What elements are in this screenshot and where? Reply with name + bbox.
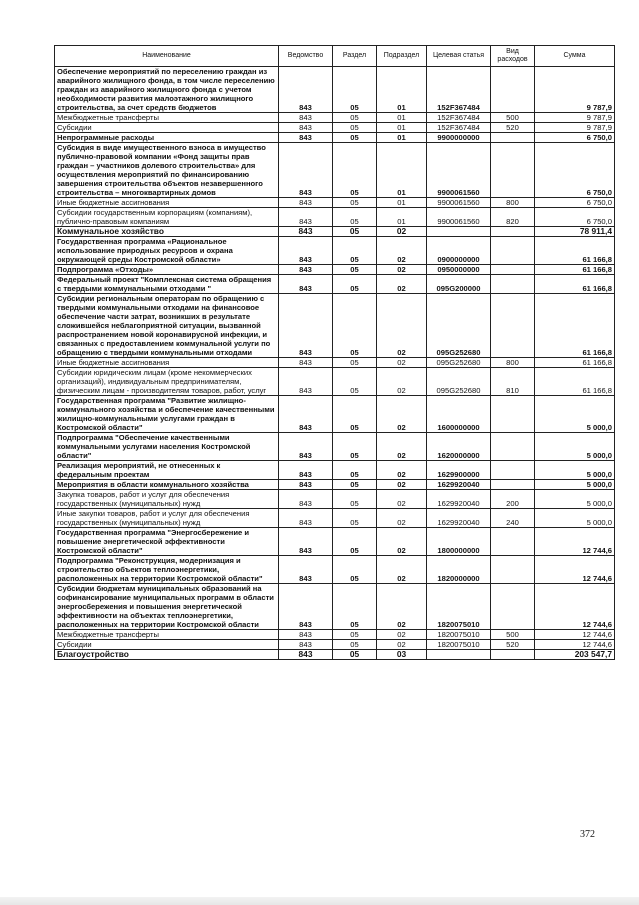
cell-section: 05 bbox=[333, 368, 377, 396]
table-row bbox=[55, 198, 615, 208]
table-row bbox=[55, 509, 615, 528]
cell-subsection: 01 bbox=[377, 208, 427, 227]
cell-kind: 820 bbox=[491, 208, 535, 227]
cell-subsection: 02 bbox=[377, 237, 427, 265]
cell-section: 05 bbox=[333, 67, 377, 113]
table-row bbox=[55, 67, 615, 113]
cell-kind: 800 bbox=[491, 198, 535, 208]
header-subsection: Подраздел bbox=[377, 46, 427, 67]
cell-section: 05 bbox=[333, 490, 377, 509]
cell-section: 05 bbox=[333, 509, 377, 528]
cell-target bbox=[427, 650, 491, 660]
cell-target: 1800000000 bbox=[427, 528, 491, 556]
cell-subsection: 02 bbox=[377, 227, 427, 237]
table-row bbox=[55, 630, 615, 640]
cell-name: Подпрограмма "Реконструкция, модернизация и строительство объектов теплоэнергетики, расположенных на территории Костромской области" bbox=[55, 556, 279, 584]
header-name: Наименование bbox=[55, 46, 279, 67]
header-section: Раздел bbox=[333, 46, 377, 67]
cell-name: Государственная программа "Развитие жилищно-коммунального хозяйства и обеспечение качественными жилищно-коммунальными услугами граждан в Костромской области" bbox=[55, 396, 279, 433]
cell-section: 05 bbox=[333, 358, 377, 368]
cell-sum: 6 750,0 bbox=[535, 133, 615, 143]
cell-target: 1820000000 bbox=[427, 556, 491, 584]
cell-target: 095G252680 bbox=[427, 358, 491, 368]
cell-subsection: 02 bbox=[377, 480, 427, 490]
cell-section: 05 bbox=[333, 630, 377, 640]
cell-name: Подпрограмма "Обеспечение качественными коммунальными услугами населения Костромской области" bbox=[55, 433, 279, 461]
cell-kind bbox=[491, 556, 535, 584]
budget-table bbox=[54, 45, 615, 660]
cell-kind bbox=[491, 133, 535, 143]
cell-subsection: 01 bbox=[377, 143, 427, 198]
table-row bbox=[55, 143, 615, 198]
cell-name: Федеральный проект "Комплексная система обращения с твердыми коммунальными отходами " bbox=[55, 275, 279, 294]
cell-sum: 5 000,0 bbox=[535, 461, 615, 480]
cell-dept: 843 bbox=[279, 584, 333, 630]
cell-dept: 843 bbox=[279, 640, 333, 650]
header-target: Целевая статья bbox=[427, 46, 491, 67]
cell-sum: 9 787,9 bbox=[535, 67, 615, 113]
cell-subsection: 02 bbox=[377, 396, 427, 433]
cell-subsection: 02 bbox=[377, 368, 427, 396]
cell-sum: 61 166,8 bbox=[535, 294, 615, 358]
cell-section: 05 bbox=[333, 640, 377, 650]
cell-section: 05 bbox=[333, 123, 377, 133]
cell-dept: 843 bbox=[279, 480, 333, 490]
cell-target: 1629920040 bbox=[427, 509, 491, 528]
table-row bbox=[55, 208, 615, 227]
cell-subsection: 01 bbox=[377, 123, 427, 133]
table-row bbox=[55, 556, 615, 584]
cell-subsection: 02 bbox=[377, 275, 427, 294]
table-row bbox=[55, 650, 615, 660]
cell-kind: 500 bbox=[491, 113, 535, 123]
cell-section: 05 bbox=[333, 461, 377, 480]
cell-dept: 843 bbox=[279, 143, 333, 198]
cell-dept: 843 bbox=[279, 490, 333, 509]
cell-name: Непрограммные расходы bbox=[55, 133, 279, 143]
cell-section: 05 bbox=[333, 433, 377, 461]
cell-subsection: 02 bbox=[377, 294, 427, 358]
cell-kind bbox=[491, 650, 535, 660]
cell-dept: 843 bbox=[279, 123, 333, 133]
cell-sum: 6 750,0 bbox=[535, 198, 615, 208]
cell-sum: 5 000,0 bbox=[535, 480, 615, 490]
table-row bbox=[55, 461, 615, 480]
cell-dept: 843 bbox=[279, 630, 333, 640]
cell-dept: 843 bbox=[279, 265, 333, 275]
cell-subsection: 02 bbox=[377, 640, 427, 650]
cell-subsection: 01 bbox=[377, 113, 427, 123]
header-kind: Вид расходов bbox=[491, 46, 535, 67]
header-sum: Сумма bbox=[535, 46, 615, 67]
cell-name: Субсидии bbox=[55, 640, 279, 650]
cell-name: Иные закупки товаров, работ и услуг для обеспечения государственных (муниципальных) нужд bbox=[55, 509, 279, 528]
cell-subsection: 02 bbox=[377, 490, 427, 509]
cell-name: Реализация мероприятий, не отнесенных к федеральным проектам bbox=[55, 461, 279, 480]
cell-target: 152F367484 bbox=[427, 123, 491, 133]
cell-sum: 12 744,6 bbox=[535, 640, 615, 650]
cell-target: 9900000000 bbox=[427, 133, 491, 143]
cell-kind bbox=[491, 227, 535, 237]
cell-kind bbox=[491, 433, 535, 461]
table-row bbox=[55, 528, 615, 556]
cell-kind bbox=[491, 396, 535, 433]
cell-subsection: 02 bbox=[377, 556, 427, 584]
cell-target: 1600000000 bbox=[427, 396, 491, 433]
cell-section: 05 bbox=[333, 143, 377, 198]
cell-kind: 240 bbox=[491, 509, 535, 528]
cell-target: 095G252680 bbox=[427, 294, 491, 358]
cell-kind bbox=[491, 237, 535, 265]
cell-section: 05 bbox=[333, 396, 377, 433]
cell-sum: 5 000,0 bbox=[535, 509, 615, 528]
table-row bbox=[55, 265, 615, 275]
cell-section: 05 bbox=[333, 198, 377, 208]
cell-target: 152F367484 bbox=[427, 67, 491, 113]
cell-dept: 843 bbox=[279, 113, 333, 123]
cell-subsection: 03 bbox=[377, 650, 427, 660]
cell-subsection: 01 bbox=[377, 67, 427, 113]
cell-dept: 843 bbox=[279, 650, 333, 660]
table-row bbox=[55, 640, 615, 650]
cell-name: Субсидии bbox=[55, 123, 279, 133]
header-dept: Ведомство bbox=[279, 46, 333, 67]
cell-sum: 12 744,6 bbox=[535, 528, 615, 556]
cell-sum: 61 166,8 bbox=[535, 265, 615, 275]
cell-target: 095G252680 bbox=[427, 368, 491, 396]
cell-kind: 520 bbox=[491, 640, 535, 650]
cell-name: Субсидии юридическим лицам (кроме некоммерческих организаций), индивидуальным предпринимателям, физическим лицам - производителям товаров, работ, услуг bbox=[55, 368, 279, 396]
cell-section: 05 bbox=[333, 113, 377, 123]
cell-section: 05 bbox=[333, 584, 377, 630]
cell-sum: 6 750,0 bbox=[535, 143, 615, 198]
cell-name: Иные бюджетные ассигнования bbox=[55, 198, 279, 208]
cell-subsection: 02 bbox=[377, 265, 427, 275]
table-row bbox=[55, 133, 615, 143]
cell-section: 05 bbox=[333, 133, 377, 143]
table-row bbox=[55, 490, 615, 509]
table-row bbox=[55, 294, 615, 358]
cell-target: 152F367484 bbox=[427, 113, 491, 123]
cell-dept: 843 bbox=[279, 528, 333, 556]
cell-name: Субсидии бюджетам муниципальных образований на софинансирование муниципальных программ в области энергосбережения и повышения энергетической эффективности на объектах теплоэнергетики, расположенных на территории Костромской области bbox=[55, 584, 279, 630]
cell-kind bbox=[491, 294, 535, 358]
cell-dept: 843 bbox=[279, 275, 333, 294]
cell-sum: 5 000,0 bbox=[535, 433, 615, 461]
cell-name: Мероприятия в области коммунального хозяйства bbox=[55, 480, 279, 490]
table-row bbox=[55, 113, 615, 123]
cell-kind bbox=[491, 528, 535, 556]
cell-name: Иные бюджетные ассигнования bbox=[55, 358, 279, 368]
cell-dept: 843 bbox=[279, 461, 333, 480]
cell-section: 05 bbox=[333, 294, 377, 358]
cell-sum: 61 166,8 bbox=[535, 237, 615, 265]
cell-dept: 843 bbox=[279, 237, 333, 265]
cell-sum: 6 750,0 bbox=[535, 208, 615, 227]
table-row bbox=[55, 396, 615, 433]
cell-name: Межбюджетные трансферты bbox=[55, 113, 279, 123]
cell-target: 1820075010 bbox=[427, 640, 491, 650]
cell-kind bbox=[491, 275, 535, 294]
cell-kind: 810 bbox=[491, 368, 535, 396]
cell-name: Субсидии региональным операторам по обращению с твердыми коммунальными отходами на финансовое обеспечение части затрат, возникших в результате сложившейся неблагоприятной ситуации, вызванной распространением новой коронавирусной инфекции, и связанных с предоставлением коммунальной услуги по обращению с твердыми коммунальными отходами bbox=[55, 294, 279, 358]
cell-name: Субсидии государственным корпорациям (компаниям), публично-правовым компаниям bbox=[55, 208, 279, 227]
cell-name: Межбюджетные трансферты bbox=[55, 630, 279, 640]
table-row bbox=[55, 368, 615, 396]
cell-subsection: 01 bbox=[377, 198, 427, 208]
cell-sum: 203 547,7 bbox=[535, 650, 615, 660]
cell-section: 05 bbox=[333, 650, 377, 660]
scan-edge bbox=[0, 897, 639, 905]
table-row bbox=[55, 480, 615, 490]
cell-sum: 61 166,8 bbox=[535, 368, 615, 396]
table-header-row bbox=[55, 46, 615, 67]
cell-dept: 843 bbox=[279, 67, 333, 113]
cell-dept: 843 bbox=[279, 396, 333, 433]
cell-dept: 843 bbox=[279, 556, 333, 584]
cell-kind bbox=[491, 480, 535, 490]
cell-dept: 843 bbox=[279, 208, 333, 227]
cell-name: Субсидия в виде имущественного взноса в имущество публично-правовой компании «Фонд защиты прав граждан – участников долевого строительства» для осуществления мероприятий по финансированию завершения строительства объектов незавершенного строительства – многоквартирных домов bbox=[55, 143, 279, 198]
cell-kind: 200 bbox=[491, 490, 535, 509]
cell-section: 05 bbox=[333, 528, 377, 556]
cell-section: 05 bbox=[333, 237, 377, 265]
cell-kind bbox=[491, 584, 535, 630]
cell-name: Государственная программа "Энергосбережение и повышение энергетической эффективности Костромской области" bbox=[55, 528, 279, 556]
cell-section: 05 bbox=[333, 275, 377, 294]
table-row bbox=[55, 275, 615, 294]
cell-target: 1629920040 bbox=[427, 490, 491, 509]
cell-target bbox=[427, 227, 491, 237]
cell-target: 9900061560 bbox=[427, 208, 491, 227]
cell-section: 05 bbox=[333, 480, 377, 490]
cell-target: 1629920040 bbox=[427, 480, 491, 490]
cell-section: 05 bbox=[333, 227, 377, 237]
cell-kind bbox=[491, 265, 535, 275]
cell-subsection: 02 bbox=[377, 433, 427, 461]
cell-sum: 12 744,6 bbox=[535, 556, 615, 584]
cell-target: 9900061560 bbox=[427, 143, 491, 198]
cell-name: Благоустройство bbox=[55, 650, 279, 660]
cell-kind: 520 bbox=[491, 123, 535, 133]
cell-dept: 843 bbox=[279, 358, 333, 368]
cell-target: 0900000000 bbox=[427, 237, 491, 265]
cell-kind: 800 bbox=[491, 358, 535, 368]
cell-dept: 843 bbox=[279, 133, 333, 143]
table-row bbox=[55, 123, 615, 133]
cell-sum: 61 166,8 bbox=[535, 275, 615, 294]
cell-subsection: 02 bbox=[377, 358, 427, 368]
cell-dept: 843 bbox=[279, 227, 333, 237]
cell-sum: 61 166,8 bbox=[535, 358, 615, 368]
cell-name: Подпрограмма «Отходы» bbox=[55, 265, 279, 275]
cell-sum: 9 787,9 bbox=[535, 123, 615, 133]
table-row bbox=[55, 358, 615, 368]
cell-kind bbox=[491, 461, 535, 480]
cell-subsection: 02 bbox=[377, 528, 427, 556]
cell-sum: 5 000,0 bbox=[535, 490, 615, 509]
table-row bbox=[55, 584, 615, 630]
cell-dept: 843 bbox=[279, 509, 333, 528]
table-row bbox=[55, 433, 615, 461]
cell-sum: 9 787,9 bbox=[535, 113, 615, 123]
cell-target: 1820075010 bbox=[427, 630, 491, 640]
cell-target: 1629900000 bbox=[427, 461, 491, 480]
table-row bbox=[55, 237, 615, 265]
cell-subsection: 02 bbox=[377, 509, 427, 528]
cell-sum: 78 911,4 bbox=[535, 227, 615, 237]
cell-kind bbox=[491, 67, 535, 113]
cell-dept: 843 bbox=[279, 198, 333, 208]
cell-sum: 12 744,6 bbox=[535, 630, 615, 640]
cell-name: Обеспечение мероприятий по переселению граждан из аварийного жилищного фонда, в том числе переселению граждан из аварийного жилищного фонда с учетом необходимости развития малоэтажного жилищного строительства, за счет средств бюджетов bbox=[55, 67, 279, 113]
cell-section: 05 bbox=[333, 208, 377, 227]
cell-dept: 843 bbox=[279, 368, 333, 396]
cell-target: 095G200000 bbox=[427, 275, 491, 294]
table-row bbox=[55, 227, 615, 237]
cell-name: Закупка товаров, работ и услуг для обеспечения государственных (муниципальных) нужд bbox=[55, 490, 279, 509]
cell-kind bbox=[491, 143, 535, 198]
cell-section: 05 bbox=[333, 556, 377, 584]
cell-subsection: 02 bbox=[377, 461, 427, 480]
cell-section: 05 bbox=[333, 265, 377, 275]
cell-target: 9900061560 bbox=[427, 198, 491, 208]
cell-dept: 843 bbox=[279, 433, 333, 461]
cell-target: 1620000000 bbox=[427, 433, 491, 461]
table-body bbox=[55, 67, 615, 660]
cell-target: 0950000000 bbox=[427, 265, 491, 275]
cell-name: Коммунальное хозяйство bbox=[55, 227, 279, 237]
page-number: 372 bbox=[580, 829, 595, 840]
cell-sum: 5 000,0 bbox=[535, 396, 615, 433]
cell-kind: 500 bbox=[491, 630, 535, 640]
cell-subsection: 02 bbox=[377, 630, 427, 640]
cell-sum: 12 744,6 bbox=[535, 584, 615, 630]
cell-name: Государственная программа «Рациональное использование природных ресурсов и охрана окружающей среды Костромской области» bbox=[55, 237, 279, 265]
cell-target: 1820075010 bbox=[427, 584, 491, 630]
cell-dept: 843 bbox=[279, 294, 333, 358]
cell-subsection: 01 bbox=[377, 133, 427, 143]
cell-subsection: 02 bbox=[377, 584, 427, 630]
